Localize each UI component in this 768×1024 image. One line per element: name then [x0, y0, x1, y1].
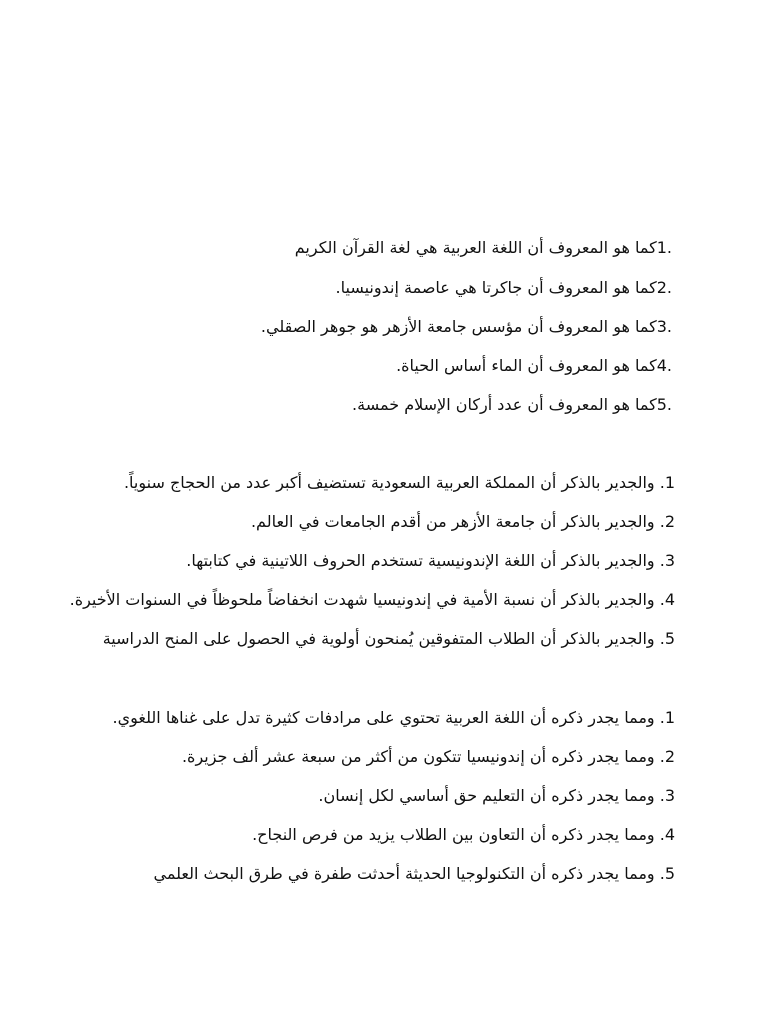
list-item: .3كما هو المعروف أن مؤسس جامعة الأزهر هو جوهر الصقلي. [260, 317, 672, 336]
list-item: .4كما هو المعروف أن الماء أساس الحياة. [396, 356, 672, 375]
list-item: .5كما هو المعروف أن عدد أركان الإسلام خمسة. [352, 395, 672, 414]
list-item: 3. ومما يجدر ذكره أن التعليم حق أساسي لكل إنسان. [318, 786, 675, 805]
list-item: .1كما هو المعروف أن اللغة العربية هي لغة القرآن الكريم [294, 238, 672, 257]
list-item: .2كما هو المعروف أن جاكرتا هي عاصمة إندونيسيا. [335, 278, 672, 297]
list-item: 2. والجدير بالذكر أن جامعة الأزهر من أقدم الجامعات في العالم. [250, 512, 675, 531]
list-item: 1. والجدير بالذكر أن المملكة العربية السعودية تستضيف أكبر عدد من الحجاج سنوياً. [123, 473, 675, 492]
list-item: 1. ومما يجدر ذكره أن اللغة العربية تحتوي على مرادفات كثيرة تدل على غناها اللغوي. [112, 708, 675, 727]
list-item: 5. ومما يجدر ذكره أن التكنولوجيا الحديثة أحدثت طفرة في طرق البحث العلمي [153, 864, 675, 883]
list-item: 4. والجدير بالذكر أن نسبة الأمية في إندونيسيا شهدت انخفاضاً ملحوظاً في السنوات الأخيرة. [69, 590, 675, 609]
list-item: 4. ومما يجدر ذكره أن التعاون بين الطلاب يزيد من فرص النجاح. [252, 825, 675, 844]
list-item: 2. ومما يجدر ذكره أن إندونيسيا تتكون من أكثر من سبعة عشر ألف جزيرة. [181, 747, 675, 766]
list-item: 5. والجدير بالذكر أن الطلاب المتفوقين يُمنحون أولوية في الحصول على المنح الدراسية [102, 629, 675, 648]
list-item: 3. والجدير بالذكر أن اللغة الإندونيسية تستخدم الحروف اللاتينية في كتابتها. [186, 551, 675, 570]
